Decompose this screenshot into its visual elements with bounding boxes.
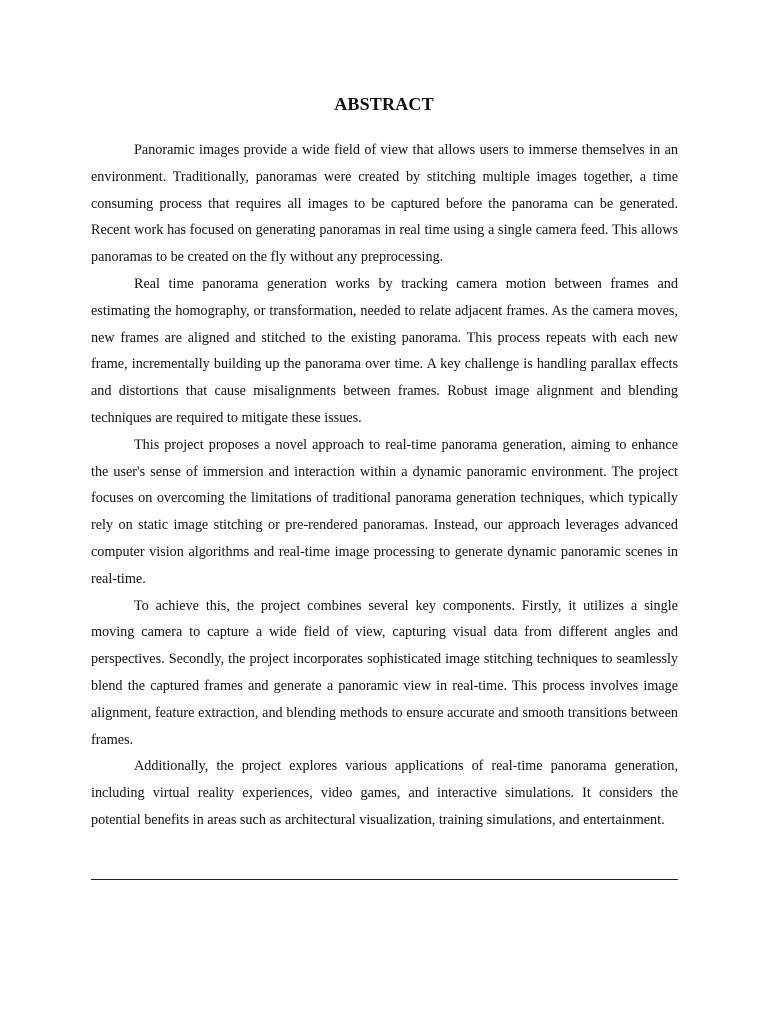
page-title: ABSTRACT bbox=[334, 94, 434, 114]
paragraph: Additionally, the project explores various applications of real-time panorama generation, including virtual reality experiences, video games, and interactive simulations. It considers the potential benefits in areas such as architectural visualization, training simulations, and entertainment. bbox=[91, 758, 678, 828]
paragraph: This project proposes a novel approach to real-time panorama generation, aiming to enhance the user's sense of immersion and interaction within a dynamic panoramic environment. The project focuses on overcoming the limitations of traditional panorama generation techniques, which typically rely on static image stitching or pre-rendered panoramas. Instead, our approach leverages advanced computer vision algorithms and real-time image processing to generate dynamic panoramic scenes in real-time. bbox=[91, 436, 678, 587]
abstract-body bbox=[91, 137, 678, 834]
paragraph: Panoramic images provide a wide field of view that allows users to immerse themselves in an environment. Traditionally, panoramas were created by stitching multiple images together, a time consuming process that requires all images to be captured before the panorama can be generated. Recent work has focused on generating panoramas in real time using a single camera feed. This allows panoramas to be created on the fly without any preprocessing. bbox=[91, 142, 678, 266]
horizontal-rule bbox=[91, 879, 678, 880]
paragraph: Real time panorama generation works by tracking camera motion between frames and estimating the homography, or transformation, needed to relate adjacent frames. As the camera moves, new frames are aligned and stitched to the existing panorama. This process repeats with each new frame, incrementally building up the panorama over time. A key challenge is handling parallax effects and distortions that cause misalignments between frames. Robust image alignment and blending techniques are required to mitigate these issues. bbox=[91, 275, 678, 426]
paragraph: To achieve this, the project combines several key components. Firstly, it utilizes a single moving camera to capture a wide field of view, capturing visual data from different angles and perspectives. Secondly, the project incorporates sophisticated image stitching techniques to seamlessly blend the captured frames and generate a panoramic view in real-time. This process involves image alignment, feature extraction, and blending methods to ensure accurate and smooth transitions between frames. bbox=[91, 597, 678, 748]
